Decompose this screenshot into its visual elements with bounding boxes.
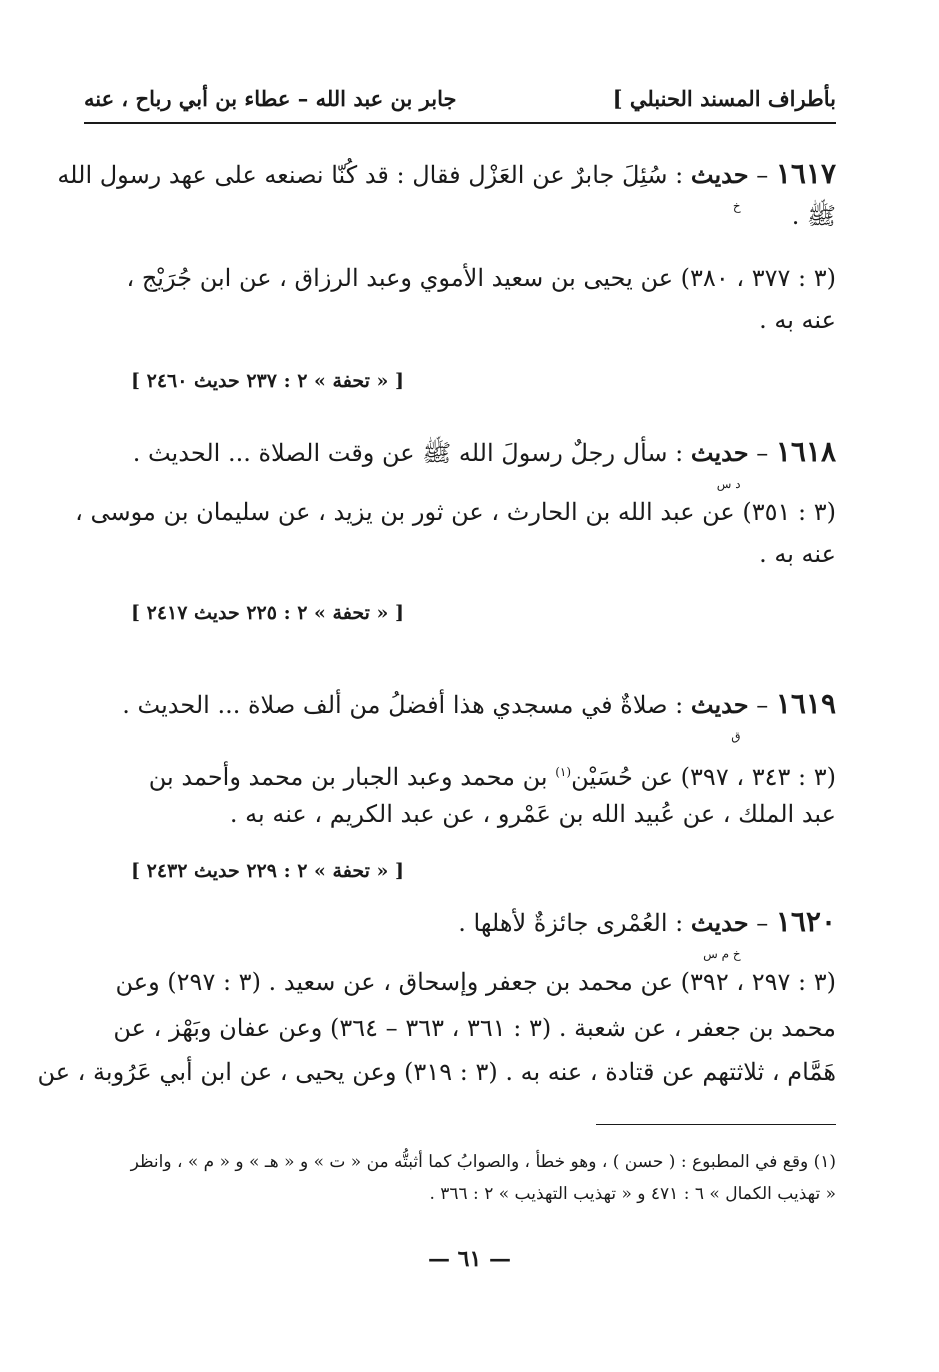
footnote-line: « تهذيب الكمال » ٦ : ٤٧١ و « تهذيب التهذيب » ٢ : ٣٦٦ . [429, 1184, 836, 1204]
hadith-1618-line: ١٦١٨ – حديث د س : سأل رجلٌ رسولَ الله ﷺ عن وقت الصلاة ... الحديث . [84, 432, 836, 473]
hadith-1617-sources: (٣ : ٣٧٧ ، ٣٨٠) عن يحيى بن سعيد الأموي وعبد الرزاق ، عن ابن جُرَيْج ، [126, 264, 836, 292]
hadith-number: ١٦١٧ [775, 157, 836, 190]
hadith-1620-sources-cont2: هَمَّام ، ثلاثتهم عن قتادة ، عنه به . (٣ : ٣١٩) وعن يحيى ، عن ابن أبي عَرُوبة ، عن [37, 1058, 836, 1086]
hadith-keyword: حديث خ [691, 160, 749, 189]
hadith-1620-line: ١٦٢٠ – حديث خ م س : العُمْرى جائزةٌ لأهلها . [84, 902, 836, 943]
hadith-number: ١٦١٨ [775, 435, 836, 468]
hadith-1618-sources-cont: عنه به . [759, 540, 836, 568]
hadith-keyword: حديث خ م س [691, 908, 749, 937]
sigla: ق [731, 729, 741, 743]
hadith-1617-line: ١٦١٧ – حديث خ : سُئِلَ جابرٌ عن العَزْل فقال : قد كُنّا نصنعه على عهد رسول الله [84, 154, 836, 195]
hadith-text: : العُمْرى جائزةٌ لأهلها . [458, 909, 691, 937]
hadith-1620-sources: (٣ : ٢٩٧ ، ٣٩٢) عن محمد بن جعفر وإسحاق ، عن سعيد . (٣ : ٢٩٧) وعن [115, 968, 836, 996]
hadith-1618-sources: (٣ : ٣٥١) عن عبد الله بن الحارث ، عن ثور بن يزيد ، عن سليمان بن موسى ، [75, 498, 836, 526]
running-header [84, 78, 836, 118]
hadith-text: : سأل رجلٌ رسولَ الله ﷺ عن وقت الصلاة ... الحديث . [132, 439, 691, 467]
hadith-1617-sources-cont: عنه به . [759, 306, 836, 334]
tuhfa-reference: [ « تحفة » ٢ : ٢٢٥ حديث ٢٤١٧ ] [131, 602, 404, 624]
hadith-text: : سُئِلَ جابرٌ عن العَزْل فقال : قد كُنّا نصنعه على عهد رسول الله [57, 161, 691, 189]
header-divider [84, 122, 836, 124]
hadith-1619-line: ١٦١٩ – حديث ق : صلاةٌ في مسجدي هذا أفضلُ من ألف صلاة ... الحديث . [84, 684, 836, 725]
hadith-1620-sources-cont: محمد بن جعفر ، عن شعبة . (٣ : ٣٦١ ، ٣٦٣ – ٣٦٤) وعن عفان وبَهْز ، عن [113, 1014, 836, 1042]
page-number: — ٦١ — [428, 1246, 511, 1272]
header-book-title: بأطراف المسند الحنبلي ] [612, 86, 836, 111]
sigla: خ [732, 199, 741, 213]
footnote-line: (١) وقع في المطبوع : ( حسن ) ، وهو خطأ ، والصوابُ كما أثبتُّه من « ت » و « هـ » و « م » ، وانظر [130, 1152, 836, 1172]
tuhfa-reference: [ « تحفة » ٢ : ٢٢٩ حديث ٢٤٣٢ ] [131, 860, 404, 882]
hadith-number: ١٦٢٠ [775, 905, 836, 938]
sigla: خ م س [703, 947, 741, 961]
header-chain: جابر بن عبد الله – عطاء بن أبي رباح ، عنه [84, 86, 457, 111]
sigla: د س [716, 477, 741, 491]
hadith-keyword: حديث د س [691, 438, 749, 467]
hadith-1619-sources: (٣ : ٣٤٣ ، ٣٩٧) عن حُسَيْن$^{(١)}$ بن محمد وعبد الجبار بن محمد وأحمد بن [148, 763, 836, 791]
hadith-1619-sources-cont: عبد الملك ، عن عُبيد الله بن عَمْرو ، عن عبد الكريم ، عنه به . [229, 800, 836, 828]
hadith-1617-cont: ﷺ . [791, 202, 836, 230]
tuhfa-reference: [ « تحفة » ٢ : ٢٣٧ حديث ٢٤٦٠ ] [131, 370, 404, 392]
footnote-divider [596, 1124, 836, 1125]
footnote-marker[interactable]: (١) [555, 765, 572, 779]
hadith-keyword: حديث ق [691, 690, 749, 719]
hadith-number: ١٦١٩ [775, 687, 836, 720]
hadith-text: : صلاةٌ في مسجدي هذا أفضلُ من ألف صلاة ... الحديث . [122, 691, 691, 719]
